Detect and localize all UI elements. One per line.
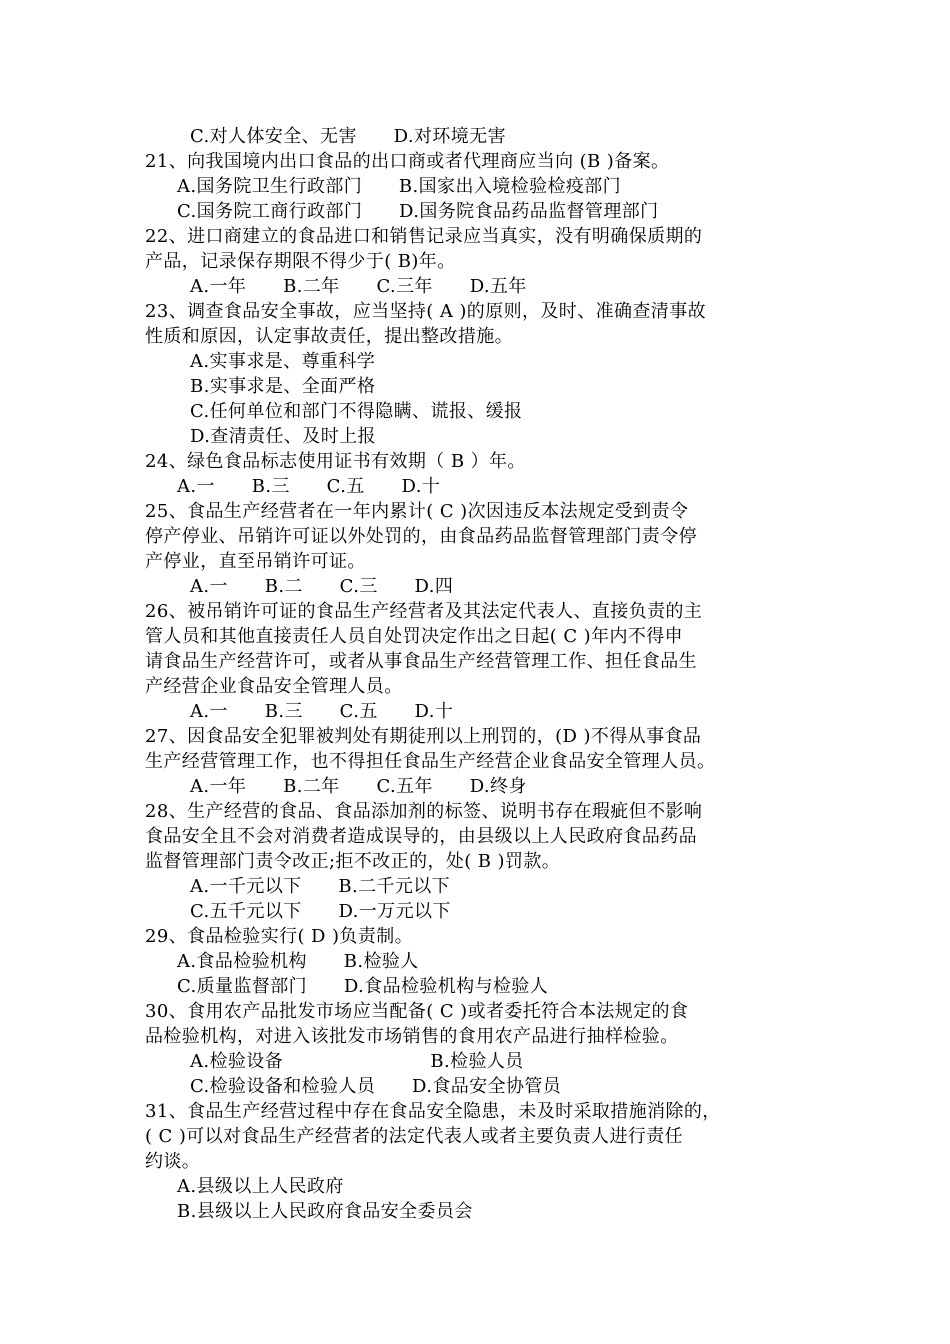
question-text: 约谈。 — [145, 1151, 201, 1172]
question-text: 管人员和其他直接责任人员自处罚决定作出之日起( C )年内不得申 — [145, 626, 684, 647]
question-24: 24、绿色食品标志使用证书有效期（ B ）年。 — [145, 451, 526, 472]
option-line: A.实事求是、尊重科学 — [190, 351, 376, 372]
question-25: 25、食品生产经营者在一年内累计( C )次因违反本法规定受到责令 — [145, 501, 689, 522]
option-line: A.县级以上人民政府 — [177, 1176, 344, 1197]
option-line: A.检验设备 B.检验人员 — [190, 1051, 524, 1072]
option-line: A.一年 B.二年 C.三年 D.五年 — [190, 276, 527, 297]
question-26: 26、被吊销许可证的食品生产经营者及其法定代表人、直接负责的主 — [145, 601, 703, 622]
option-line: A.一 B.二 C.三 D.四 — [190, 576, 454, 597]
question-23: 23、调查食品安全事故，应当坚持( A )的原则，及时、准确查清事故 — [145, 301, 706, 322]
question-text: ( C )可以对食品生产经营者的法定代表人或者主要负责人进行责任 — [145, 1126, 684, 1147]
option-line: A.一 B.三 C.五 D.十 — [177, 476, 441, 497]
option-line: C.检验设备和检验人员 D.食品安全协管员 — [190, 1076, 562, 1097]
question-text: 品检验机构，对进入该批发市场销售的食用农产品进行抽样检验。 — [145, 1026, 679, 1047]
question-21: 21、向我国境内出口食品的出口商或者代理商应当向 (B )备案。 — [145, 151, 670, 172]
option-line: D.查清责任、及时上报 — [190, 426, 376, 447]
option-line: B.实事求是、全面严格 — [190, 376, 376, 397]
question-text: 产经营企业食品安全管理人员。 — [145, 676, 403, 697]
option-line: C.对人体安全、无害 D.对环境无害 — [190, 126, 506, 147]
question-text: 性质和原因，认定事故责任，提出整改措施。 — [145, 326, 513, 347]
question-31: 31、食品生产经营过程中存在食品安全隐患，未及时采取措施消除的， — [145, 1101, 721, 1122]
question-28: 28、生产经营的食品、食品添加剂的标签、说明书存在瑕疵但不影响 — [145, 801, 703, 822]
option-line: A.一 B.三 C.五 D.十 — [190, 701, 454, 722]
option-line: A.一千元以下 B.二千元以下 — [190, 876, 451, 897]
question-22: 22、进口商建立的食品进口和销售记录应当真实，没有明确保质期的 — [145, 226, 703, 247]
question-29: 29、食品检验实行( D )负责制。 — [145, 926, 414, 947]
option-line: C.任何单位和部门不得隐瞒、谎报、缓报 — [190, 401, 523, 422]
question-text: 监督管理部门责令改正;拒不改正的，处( B )罚款。 — [145, 851, 561, 872]
question-text: 产停业，直至吊销许可证。 — [145, 551, 366, 572]
question-text: 生产经营管理工作，也不得担任食品生产经营企业食品安全管理人员。 — [145, 751, 716, 772]
question-30: 30、食用农产品批发市场应当配备( C )或者委托符合本法规定的食 — [145, 1001, 689, 1022]
question-text: 请食品生产经营许可，或者从事食品生产经营管理工作、担任食品生 — [145, 651, 697, 672]
question-text: 产品，记录保存期限不得少于( B)年。 — [145, 251, 456, 272]
option-line: A.国务院卫生行政部门 B.国家出入境检验检疫部门 — [177, 176, 622, 197]
question-text: 停产停业、吊销许可证以外处罚的，由食品药品监督管理部门责令停 — [145, 526, 697, 547]
question-text: 食品安全且不会对消费者造成误导的，由县级以上人民政府食品药品 — [145, 826, 697, 847]
option-line: C.五千元以下 D.一万元以下 — [190, 901, 451, 922]
option-line: A.一年 B.二年 C.五年 D.终身 — [190, 776, 527, 797]
option-line: C.国务院工商行政部门 D.国务院食品药品监督管理部门 — [177, 201, 659, 222]
option-line: A.食品检验机构 B.检验人 — [177, 951, 419, 972]
option-line: B.县级以上人民政府食品安全委员会 — [177, 1201, 473, 1222]
option-line: C.质量监督部门 D.食品检验机构与检验人 — [177, 976, 549, 997]
question-27: 27、因食品安全犯罪被判处有期徒刑以上刑罚的，(D )不得从事食品 — [145, 726, 702, 747]
